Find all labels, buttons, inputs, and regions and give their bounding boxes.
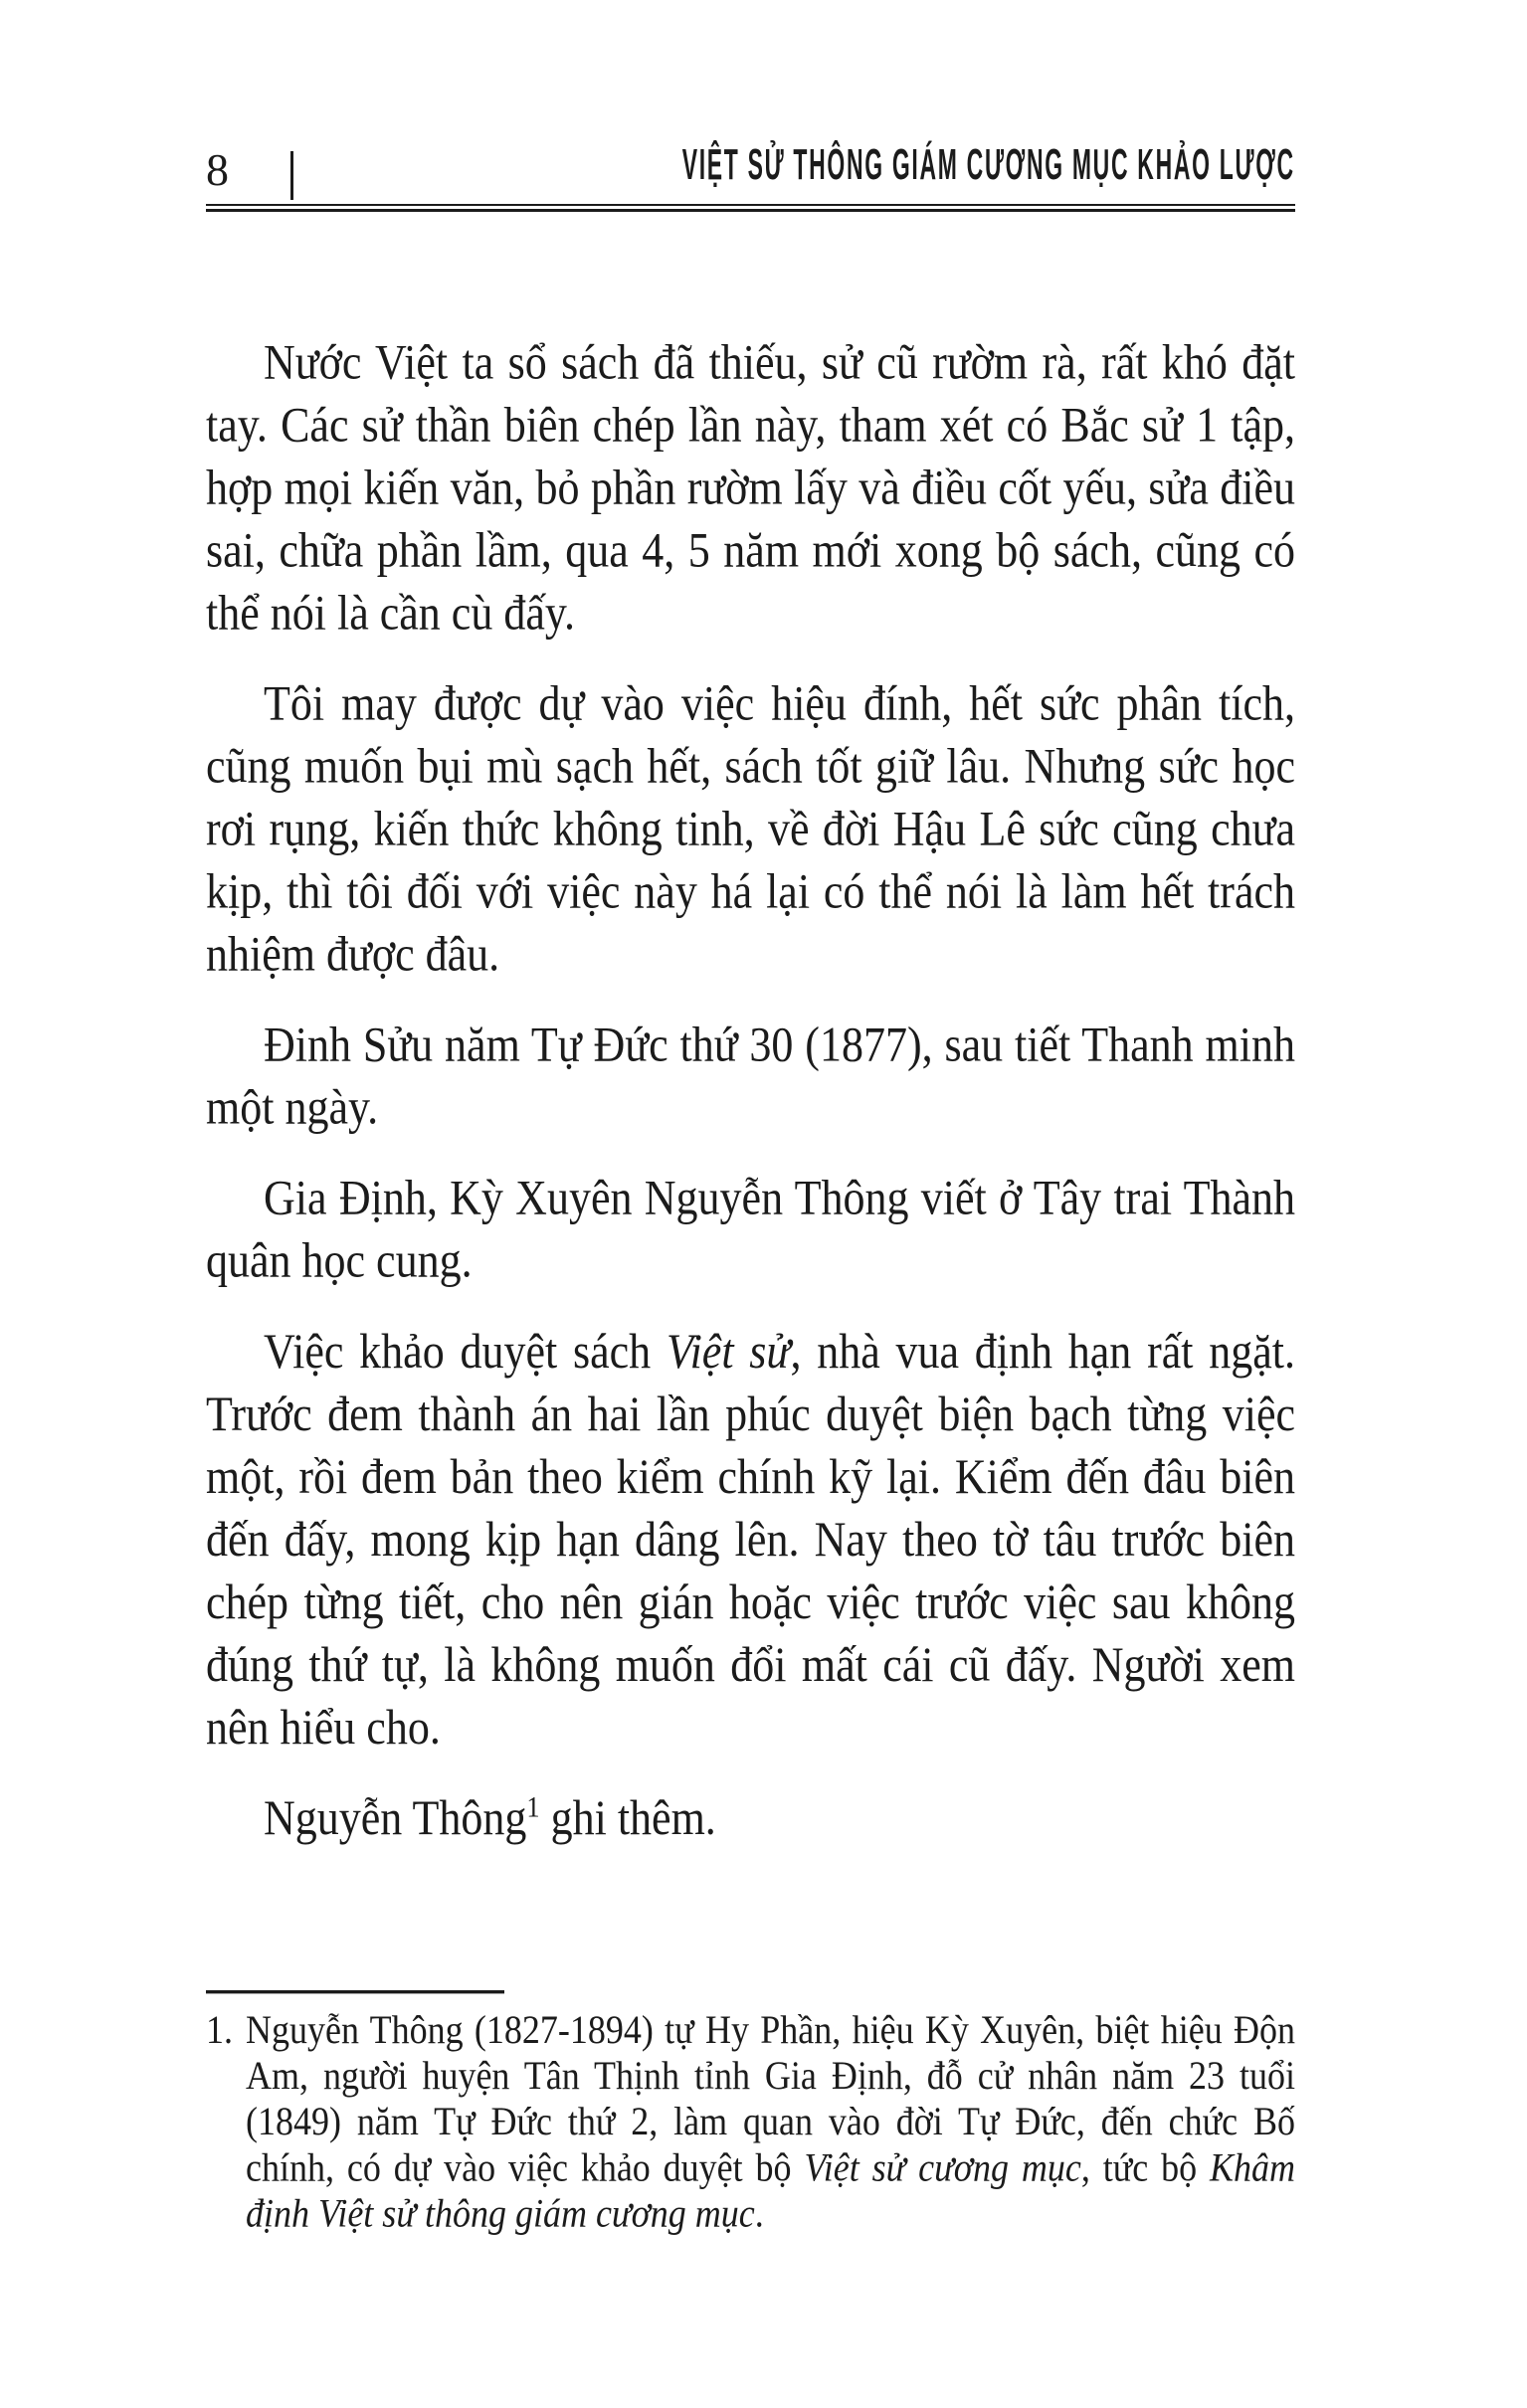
footnote-reference-superscript: 1 <box>526 1789 540 1824</box>
paragraph-3: Đinh Sửu năm Tự Đức thứ 30 (1877), sau tiết Thanh minh một ngày. <box>206 1017 1295 1135</box>
running-title-wrap <box>574 140 1295 197</box>
paragraph-6-text-rest: ghi thêm. <box>539 1790 716 1846</box>
footnote-book-title-italic-1: Việt sử cương mục <box>804 2144 1081 2190</box>
running-title: VIỆT SỬ THÔNG GIÁM CƯƠNG MỤC KHẢO LƯỢC <box>681 140 1295 189</box>
paragraph-2: Tôi may được dự vào việc hiệu đính, hết sức phân tích, cũng muốn bụi mù sạch hết, sách tốt giữ lâu. Nhưng sức học rơi rụng, kiến thức không tinh, về đời Hậu Lê sức cũng chưa kịp, thì tôi đối với việc này há lại có thể nói là làm hết trách nhiệm được đâu. <box>206 675 1295 982</box>
footnote-section <box>206 1990 1295 2237</box>
paragraph-5 <box>206 1321 1295 1760</box>
paragraph-6 <box>206 1787 1295 1850</box>
paragraph-5-text-start: Việc khảo duyệt sách <box>264 1323 667 1379</box>
page-number: 8 <box>206 144 229 195</box>
paragraph-4: Gia Định, Kỳ Xuyên Nguyễn Thông viết ở Tây trai Thành quân học cung. <box>206 1170 1295 1288</box>
book-title-italic: Việt sử <box>666 1323 791 1379</box>
body-text <box>206 331 1295 1878</box>
footnote-text-end: . <box>754 2190 764 2236</box>
author-name: Nguyễn Thông <box>264 1790 527 1846</box>
header-separator-bar <box>290 151 293 200</box>
footnote-item <box>206 2007 1295 2237</box>
header-double-rule <box>206 204 1295 212</box>
footnote-book-title-italic-2: Khâm định Việt sử thông giám cương mục <box>246 2144 1295 2236</box>
page-content-area <box>206 0 1295 2408</box>
paragraph-5-text-rest: , nhà vua định hạn rất ngặt. Trước đem thành án hai lần phúc duyệt biện bạch từng việc một, rồi đem bản theo kiểm chính kỹ lại. Kiểm đến đâu biên đến đấy, mong kịp hạn dâng lên. Nay theo tờ tâu trước biên chép từng tiết, cho nên gián hoặc việc trước việc sau không đúng thứ tự, là không muốn đổi mất cái cũ đấy. Người xem nên hiểu cho. <box>206 1323 1295 1755</box>
footnote-text-middle: , tức bộ <box>1080 2144 1210 2190</box>
paragraph-1: Nước Việt ta sổ sách đã thiếu, sử cũ rườm rà, rất khó đặt tay. Các sử thần biên chép lần này, tham xét có Bắc sử 1 tập, hợp mọi kiến văn, bỏ phần rườm lấy và điều cốt yếu, sửa điều sai, chữa phần lầm, qua 4, 5 năm mới xong bộ sách, cũng có thể nói là cần cù đấy. <box>206 334 1295 641</box>
footnote-rule <box>206 1990 504 1993</box>
footnote-text-start: Nguyễn Thông (1827-1894) tự Hy Phần, hiệu Kỳ Xuyên, biệt hiệu Độn Am, người huyện Tân Thịnh tỉnh Gia Định, đỗ cử nhân năm 23 tuổi (1849) năm Tự Đức thứ 2, làm quan vào đời Tự Đức, đến chức Bố chính, có dự vào việc khảo duyệt bộ <box>246 2006 1295 2190</box>
footnote-marker: 1. <box>206 2006 233 2052</box>
